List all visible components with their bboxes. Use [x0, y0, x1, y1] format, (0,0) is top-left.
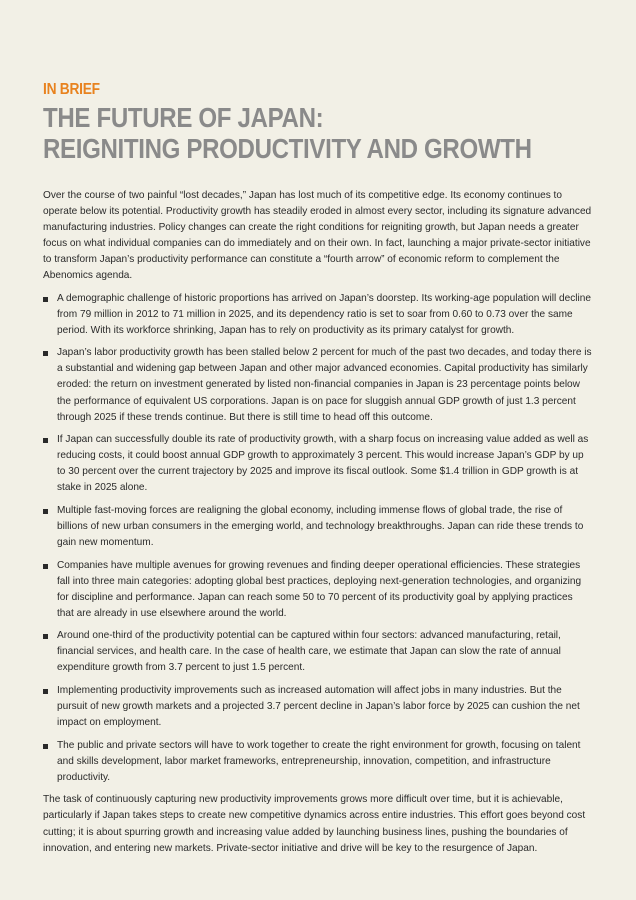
bullet-text: Multiple fast-moving forces are realigning the global economy, including immense flows of global trade, the rise of billions of new urban consumers in the emerging world, and technology breakthroughs. Japan can ride these trends to gain new momentum. — [57, 504, 584, 549]
square-bullet-icon — [43, 297, 48, 302]
square-bullet-icon — [43, 564, 48, 569]
title-line-1: THE FUTURE OF JAPAN: — [43, 102, 324, 133]
square-bullet-icon — [43, 689, 48, 694]
list-item — [43, 738, 592, 786]
page-title — [43, 102, 532, 164]
title-line-2: REIGNITING PRODUCTIVITY AND GROWTH — [43, 133, 532, 164]
bullet-text: A demographic challenge of historic proportions has arrived on Japan’s doorstep. Its working-age population will decline from 79 million in 2012 to 71 million in 2025, and its dependency ratio is set to soar from 0.60 to 0.73 over the same period. With its workforce shrinking, Japan has to rely on productivity as its primary catalyst for growth. — [57, 292, 591, 336]
list-item — [43, 558, 592, 622]
section-kicker: IN BRIEF — [43, 81, 100, 98]
list-item — [43, 683, 592, 731]
square-bullet-icon — [43, 744, 48, 749]
bullet-text: Implementing productivity improvements such as increased automation will affect jobs in many industries. But the pursuit of new growth markets and a projected 3.7 percent decline in Japan’s labor force by 2025 can cushion the net impact on employment. — [57, 684, 580, 729]
intro-paragraph: Over the course of two painful “lost decades,” Japan has lost much of its competitive edge. Its economy continues to operate below its potential. Productivity growth has steadily eroded in almost every sector, including its signature advanced manufacturing industries. Policy changes can create the right conditions for reigniting growth, but Japan needs a greater focus on what individual companies can do immediately and on their own. In fact, launching a major private-sector initiative to transform Japan’s productivity performance can constitute a “fourth arrow” of economic reform to complement the Abenomics agenda. — [43, 190, 592, 282]
list-item — [43, 345, 592, 425]
list-item — [43, 503, 592, 551]
square-bullet-icon — [43, 438, 48, 443]
bullet-text: Around one-third of the productivity potential can be captured within four sectors: advanced manufacturing, retail, financial services, and health care. In the case of health care, we estimate that Japan can slow the rate of annual expenditure growth from 3.7 percent to just 1.5 percent. — [57, 630, 561, 674]
closing-paragraph: The task of continuously capturing new productivity improvements grows more difficult over time, but it is achievable, particularly if Japan takes steps to create new competitive dynamics across entire industries. This effort goes beyond cost cutting; it is about spurring growth and increasing value added by launching business lines, pushing the boundaries of innovation, and entering new markets. Private-sector initiative and drive will be key to the resurgence of Japan. — [43, 794, 586, 854]
square-bullet-icon — [43, 509, 48, 514]
list-item — [43, 432, 592, 496]
square-bullet-icon — [43, 634, 48, 639]
bullet-list — [43, 291, 592, 786]
list-item — [43, 291, 592, 339]
square-bullet-icon — [43, 351, 48, 356]
list-item — [43, 628, 592, 676]
bullet-text: Companies have multiple avenues for growing revenues and finding deeper operational efficiencies. These strategies fall into three main categories: adopting global best practices, deploying next-generation technologies, and organizing for discipline and performance. Japan can reach some 50 to 70 percent of its productivity goal by applying practices that are already in use elsewhere around the world. — [57, 559, 582, 619]
bullet-text: Japan’s labor productivity growth has been stalled below 2 percent for much of the past two decades, and today there is a substantial and widening gap between Japan and other major advanced economies. Capital productivity has similarly eroded: the return on investment generated by listed non-financial companies in Japan is 23 percentage points below the performance of equivalent US corporations. Japan is on pace for sluggish annual GDP growth of just 1.3 percent through 2025 if these trends continue. But there is still time to head off this outcome. — [57, 347, 592, 423]
bullet-text: If Japan can successfully double its rate of productivity growth, with a sharp focus on increasing value added as well as reducing costs, it could boost annual GDP growth to approximately 3 percent. This would increase Japan’s GDP by up to 30 percent over the current trajectory by 2025 and improve its fiscal outlook. Some $1.4 trillion in GDP growth is at stake in 2025 alone. — [57, 434, 589, 494]
bullet-text: The public and private sectors will have to work together to create the right environment for growth, focusing on talent and skills development, labor market frameworks, entrepreneurship, innovation, competition, and infrastructure productivity. — [57, 739, 581, 783]
